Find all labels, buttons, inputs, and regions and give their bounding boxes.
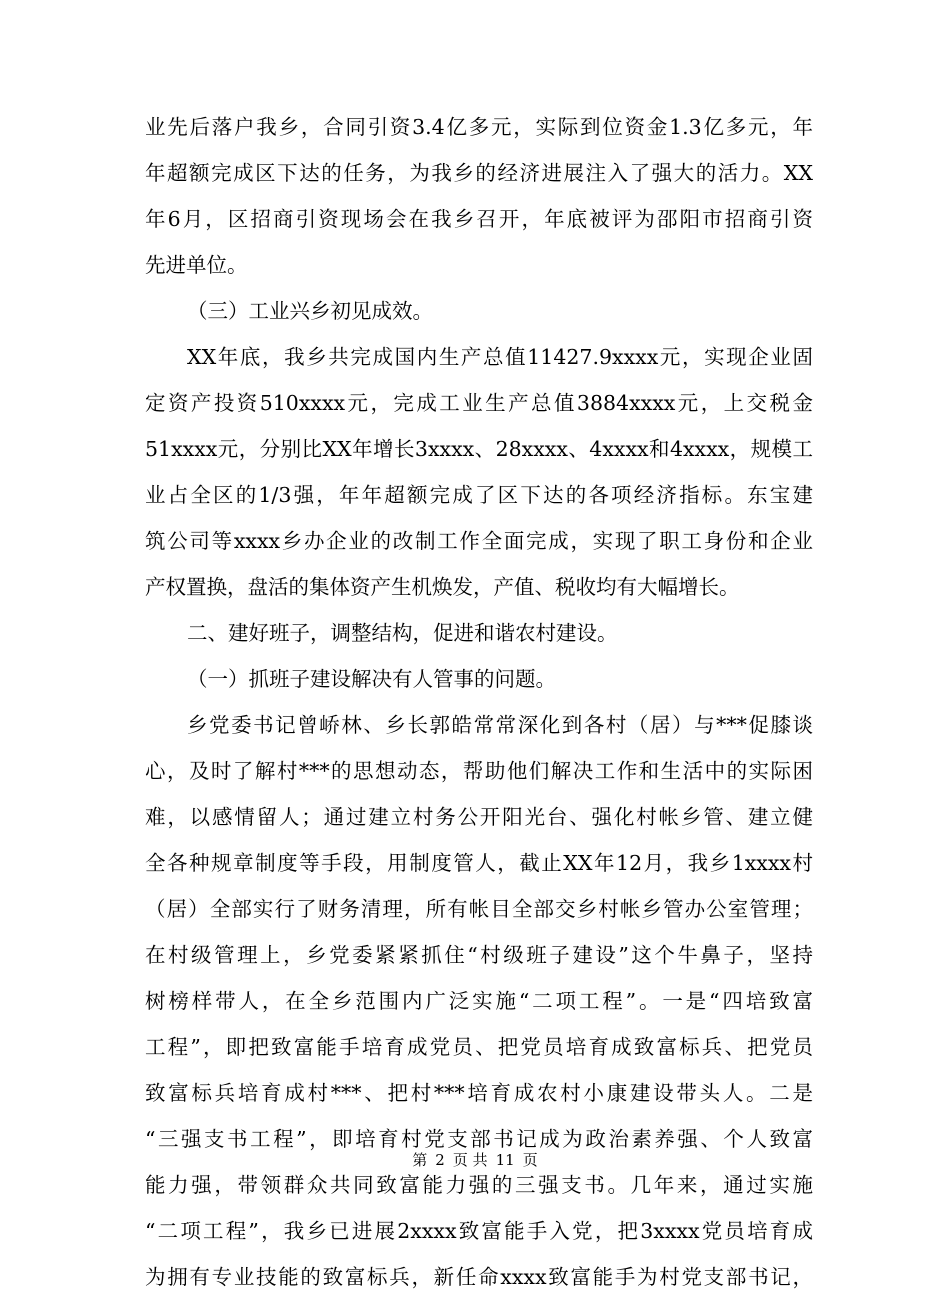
text-line: 在村级管理上，乡党委紧紧抓住“村级班子建设”这个牛鼻子，坚持 xyxy=(145,943,813,967)
section-heading: 二、建好班子，调整结构，促进和谐农村建设。 xyxy=(187,621,618,645)
text-line: 年6月，区招商引资现场会在我乡召开，年底被评为邵阳市招商引资 xyxy=(145,207,813,231)
text-line: 51xxxx元，分别比XX年增长3xxxx、28xxxx、4xxxx和4xxxx，规模工 xyxy=(145,437,813,461)
text-line: 业占全区的1/3强，年年超额完成了区下达的各项经济指标。东宝建 xyxy=(145,483,813,507)
footer-prefix: 第 xyxy=(412,1151,428,1169)
text-line: 定资产投资510xxxx元，完成工业生产总值3884xxxx元，上交税金 xyxy=(145,391,813,415)
text-line: 能力强，带领群众共同致富能力强的三强支书。几年来，通过实施 xyxy=(145,1173,813,1197)
text-line: 致富标兵培育成村***、把村***培育成农村小康建设带头人。二是 xyxy=(145,1081,813,1105)
text-line: 为拥有专业技能的致富标兵，新任命xxxx致富能手为村党支部书记， xyxy=(145,1265,813,1289)
footer-suffix: 页 xyxy=(522,1151,538,1169)
section-heading: （三）工业兴乡初见成效。 xyxy=(187,299,433,323)
text-line: “三强支书工程”，即培育村党支部书记成为政治素养强、个人致富 xyxy=(145,1127,813,1151)
text-line: 业先后落户我乡，合同引资3.4亿多元，实际到位资金1.3亿多元，年 xyxy=(145,115,813,139)
text-line: 全各种规章制度等手段，用制度管人，截止XX年12月，我乡1xxxx村 xyxy=(145,851,813,875)
footer-middle: 页 共 xyxy=(452,1151,488,1169)
text-line: 难，以感情留人；通过建立村务公开阳光台、强化村帐乡管、建立健 xyxy=(145,805,813,829)
document-body xyxy=(145,104,813,1300)
text-line: 树榜样带人，在全乡范围内广泛实施“二项工程”。一是“四培致富 xyxy=(145,989,813,1013)
text-line: 先进单位。 xyxy=(145,253,248,277)
text-line: “二项工程”，我乡已进展2xxxx致富能手入党，把3xxxx党员培育成 xyxy=(145,1219,813,1243)
text-line: XX年底，我乡共完成国内生产总值11427.9xxxx元，实现企业固 xyxy=(187,345,813,369)
text-line: 筑公司等xxxx乡办企业的改制工作全面完成，实现了职工身份和企业 xyxy=(145,529,813,553)
page-footer xyxy=(0,1150,950,1170)
text-line: 心，及时了解村***的思想动态，帮助他们解决工作和生活中的实际困 xyxy=(145,759,813,783)
text-line: 产权置换，盘活的集体资产生机焕发，产值、税收均有大幅增长。 xyxy=(145,575,740,599)
total-pages: 11 xyxy=(495,1151,515,1169)
text-line: 乡党委书记曾峤林、乡长郭皓常常深化到各村（居）与***促膝谈 xyxy=(187,713,813,737)
text-line: （居）全部实行了财务清理，所有帐目全部交乡村帐乡管办公室管理； xyxy=(145,897,813,921)
text-line: 工程”，即把致富能手培育成党员、把党员培育成致富标兵、把党员 xyxy=(145,1035,813,1059)
section-heading: （一）抓班子建设解决有人管事的问题。 xyxy=(187,667,556,691)
page-number: 2 xyxy=(435,1151,445,1169)
text-line: 年超额完成区下达的任务，为我乡的经济进展注入了强大的活力。XX xyxy=(145,161,813,185)
